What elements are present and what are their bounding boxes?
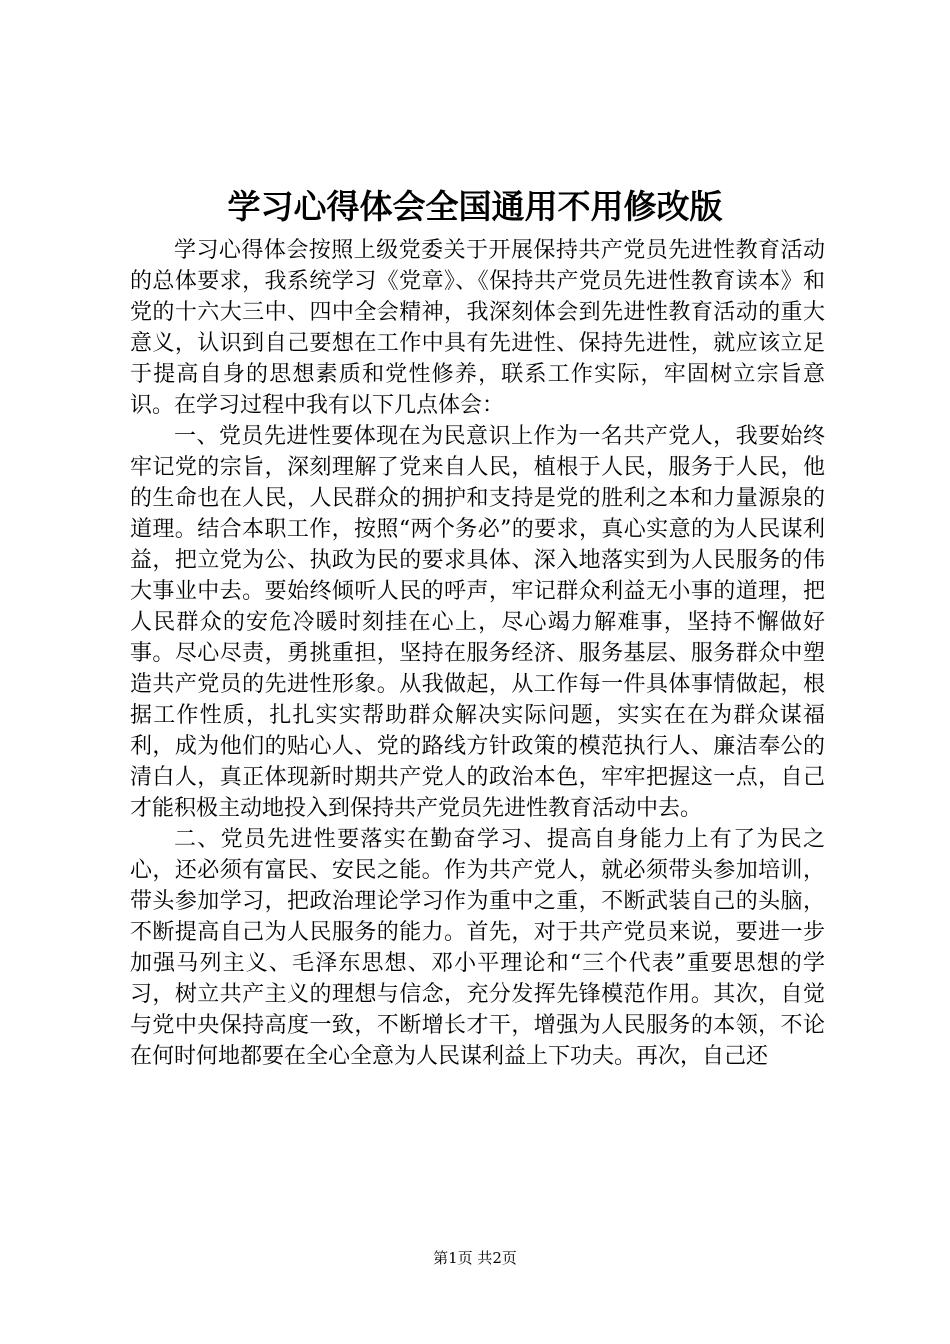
paragraph-point-two: 二、党员先进性要落实在勤奋学习、提高自身能力上有了为民之心，还必须有富民、安民之能。作为共产党人，就必须带头参加培训，带头参加学习，把政治理论学习作为重中之重，不断武装自己的头脑，不断提高自己为人民服务的能力。首先，对于共产党员来说，要进一步加强马列主义、毛泽东思想、邓小平理论和“三个代表”重要思想的学习，树立共产主义的理想与信念，充分发挥先锋模范作用。其次，自觉与党中央保持高度一致，不断增长才干，增强为人民服务的本领，不论在何时何地都要在全心全意为人民谋利益上下功夫。再次，自己还: [130, 827, 825, 1069]
paragraph-point-one: 一、党员先进性要体现在为民意识上作为一名共产党人，我要始终牢记党的宗旨，深刻理解了党来自人民，植根于人民，服务于人民，他的生命也在人民，人民群众的拥护和支持是党的胜利之本和力量源泉的道理。结合本职工作，按照“两个务必”的要求，真心实意的为人民谋利益，把立党为公、执政为民的要求具体、深入地落实到为人民服务的伟大事业中去。要始终倾听人民的呼声，牢记群众利益无小事的道理，把人民群众的安危冷暖时刻挂在心上，尽心竭力解难事，坚持不懈做好事。尽心尽责，勇挑重担，坚持在服务经济、服务基层、服务群众中塑造共产党员的先进性形象。从我做起，从工作每一件具体事情做起，根据工作性质，扎扎实实帮助群众解决实际问题，实实在在为群众谋福利，成为他们的贴心人、党的路线方针政策的模范执行人、廉洁奉公的清白人，真正体现新时期共产党人的政治本色，牢牢把握这一点，自己才能积极主动地投入到保持共产党员先进性教育活动中去。: [130, 424, 825, 821]
document-body: [130, 235, 825, 1072]
document-title: 学习心得体会全国通用不用修改版: [227, 187, 723, 226]
paragraph-intro: 学习心得体会按照上级党委关于开展保持共产党员先进性教育活动的总体要求，我系统学习《党章》、《保持共产党员先进性教育读本》和党的十六大三中、四中全会精神，我深刻体会到先进性教育活动的重大意义，认识到自己要想在工作中具有先进性、保持先进性，就应该立足于提高自身的思想素质和党性修养，联系工作实际，牢固树立宗旨意识。在学习过程中我有以下几点体会：: [130, 238, 825, 418]
page-number-footer: 第1页 共2页: [433, 1249, 517, 1267]
